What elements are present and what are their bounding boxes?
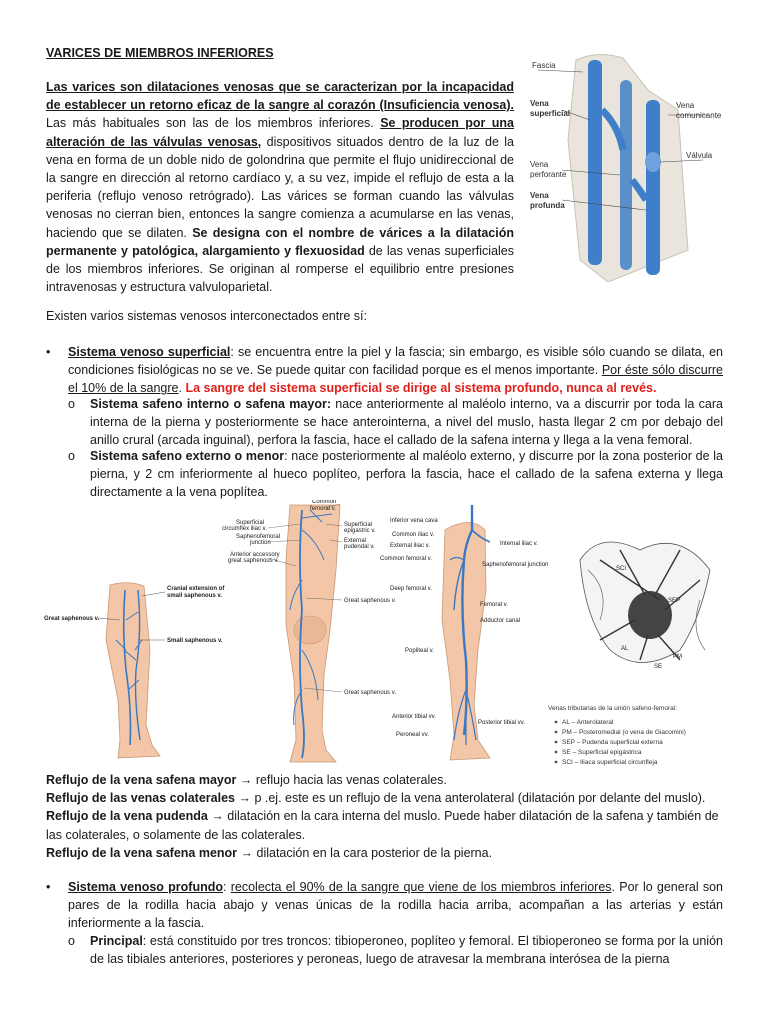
label-vena-perforante-2: perforante — [530, 170, 567, 179]
safeno-menor-name: Sistema safeno externo o menor — [90, 449, 285, 463]
label-vena-comunicante-1: Vena — [676, 101, 695, 110]
reflux-item-title: Reflujo de la vena pudenda — [46, 809, 208, 824]
leg-anterior-view — [222, 500, 396, 762]
label-vena-comunicante-2: comunicante — [676, 111, 722, 120]
label-eil: External iliac v. — [390, 543, 430, 549]
label-epv: External — [344, 538, 367, 544]
reflux-item — [46, 771, 723, 789]
profundo-text: . Por lo general son pares de la rodilla hacia abajo y venas únicas de la rodilla hacia arriba, acompañan a las arterias y están inferiormente a la fascia. — [68, 880, 723, 931]
valve-shape — [645, 152, 661, 172]
label-dfv: Deep femoral v. — [390, 586, 432, 592]
bullet-profundo — [46, 878, 723, 933]
label-cranial-extension-2: small saphenous v. — [167, 593, 222, 599]
intro-paragraph — [46, 78, 514, 296]
label-adductor: Adductor canal — [480, 618, 521, 624]
label-sev: Superficial — [344, 522, 373, 528]
reflux-item — [46, 844, 723, 862]
junction-vein-shape — [628, 591, 672, 639]
label-sfj: Saphenofemoral — [236, 534, 281, 540]
label-junction-se: SE — [654, 664, 663, 670]
arrow-icon: → — [238, 791, 251, 806]
label-sfj-deep: Saphenofemoral junction — [482, 562, 549, 568]
label-iil: Internal iliac v. — [500, 541, 538, 547]
arrow-icon: → — [240, 845, 254, 860]
label-sci-v: Superficial — [236, 520, 265, 526]
reflux-item-text: dilatación en la cara interna del muslo. Puede haber dilatación de la safena y también de las colaterales, o solamente de las colaterales. — [46, 809, 719, 842]
principal-name: Principal — [90, 934, 143, 948]
superficial-period: . — [178, 381, 186, 396]
label-great-saphenous: Great saphenous v. — [44, 616, 100, 622]
profundo-colon: : — [223, 880, 231, 894]
label-ivc: Inferior vena cava — [390, 518, 438, 524]
label-aasv: Anterior accessory — [230, 552, 280, 558]
perforating-vein-shape — [620, 80, 632, 270]
label-junction-pm: PM — [673, 654, 682, 660]
systems-lead-text: Existen varios sistemas venosos interconectados entre sí: — [46, 309, 367, 323]
label-pev: Peroneal vv. — [396, 732, 429, 738]
reflux-item — [46, 807, 723, 843]
superficial-percentage: Por éste sólo discurre el 10% de la sangre — [68, 363, 724, 396]
label-sci-v-2: circumflex iliac v. — [222, 526, 267, 532]
intro-cause: Se producen por una alteración de las válvulas venosas, — [46, 116, 514, 149]
arrow-icon: → — [239, 773, 253, 787]
sub-principal — [68, 932, 723, 968]
label-cfv-deep: Common femoral v. — [380, 556, 432, 562]
junction-legend-item: SE – Superficial epigástrica — [562, 749, 642, 756]
bullet-symbol: • — [46, 880, 51, 894]
label-sfj-2: junction — [250, 540, 271, 546]
label-gsv-lower: Great saphenous v. — [344, 690, 396, 696]
reflux-item-text: p .ej. este es un reflujo de la vena anterolateral (dilatación por delante del muslo). — [250, 791, 706, 806]
saphenofemoral-junction-sketch — [548, 542, 710, 766]
label-vena-superficial-1: Vena — [530, 99, 549, 108]
bullet-superficial — [46, 343, 723, 398]
bullet-symbol: • — [46, 345, 51, 359]
reflux-item-title: Reflujo de la vena safena menor — [46, 845, 238, 860]
label-cranial-extension: Cranial extension of — [167, 586, 225, 592]
reflux-item-text: reflujo hacia las venas colaterales. — [252, 773, 447, 787]
intro-text-3: de las venas superficiales de los miembros inferiores. Se originan al romperse el equilibrio entre presiones intravenosas y estructura valvuloparietal. — [46, 243, 514, 295]
profundo-system-name: Sistema venoso profundo — [68, 880, 224, 894]
sub-safeno-menor — [68, 447, 723, 502]
label-popliteal: Popliteal v. — [405, 648, 434, 654]
label-vena-profunda-1: Vena — [530, 191, 549, 200]
reflux-item — [46, 789, 723, 807]
leg-deep-veins-view — [380, 505, 548, 760]
junction-legend-item: PM – Posteromedial (o vena de Giacomini) — [562, 729, 686, 736]
label-fv: Femoral v. — [480, 602, 508, 608]
label-gsv-upper: Great saphenous v. — [344, 598, 396, 604]
venous-anatomy-figure-row — [40, 500, 730, 768]
label-vena-profunda-2: profunda — [530, 201, 565, 210]
leg-posterior-view — [44, 583, 225, 758]
reflux-item-title: Reflujo de las venas colaterales — [46, 791, 235, 806]
reflux-list — [46, 771, 723, 862]
reflux-item-title: Reflujo de la vena safena mayor — [46, 773, 237, 787]
safeno-mayor-text: nace anteriormente al maléolo interno, va a discurrir por toda la cara interna de la pierna y posteriormente se hace anterointerna, a nivel del muslo, hasta llegar 2 cm por debajo del anillo crural (arcada inguinal), perfora la fascia, hace el callado de la safena interna y llega a la vena femoral. — [90, 397, 723, 448]
sub-safeno-mayor — [68, 395, 723, 450]
label-aasv-2: great saphenous v. — [228, 558, 279, 564]
sub-bullet-symbol: o — [68, 397, 75, 411]
label-valvula: Válvula — [686, 151, 713, 160]
principal-text: : está constituido por tres troncos: tibioperoneo, poplíteo y femoral. El tibioperoneo se forma por la unión de las tibiales anteriores, posteriores y peroneas, luego de atravesar la membrana interósea de la pierna — [90, 934, 723, 967]
junction-legend-title: Venas tributarias de la unión safeno-femoral: — [548, 705, 677, 712]
intro-designation: Se designa con el nombre de várices a la dilatación permanente y patológica, alargamiento y flexuosidad — [46, 225, 515, 258]
label-cfv-2: femoral v. — [310, 506, 336, 512]
label-ptv: Posterior tibial vv. — [478, 720, 525, 726]
label-junction-sci: SCI — [616, 566, 627, 572]
superficial-vein-shape — [588, 60, 602, 265]
junction-legend-item: AL – Anterolateral — [562, 719, 614, 726]
junction-legend-item: SEP – Pudenda superficial externa — [562, 739, 663, 746]
sub-bullet-symbol: o — [68, 934, 75, 948]
safeno-mayor-name: Sistema safeno interno o safena mayor: — [90, 397, 331, 411]
deep-vein-shape — [646, 100, 660, 275]
intro-text-1: Las más habituales son las de los miembros inferiores. — [46, 116, 381, 131]
profundo-percentage: recolecta el 90% de la sangre que viene de los miembros inferiores — [230, 880, 612, 894]
label-vena-superficial-2: superficial — [530, 109, 571, 118]
reflux-item-text: dilatación en la cara posterior de la pierna. — [253, 845, 493, 860]
label-vena-perforante-1: Vena — [530, 160, 549, 169]
superficial-system-text: : se encuentra entre la piel y la fascia; sin embargo, es visible sólo cuando se dilata, en condiciones fisiológicas no se ve. Se puede quitar con facilidad porque es el menos importante. — [68, 345, 723, 378]
arrow-icon: → — [211, 809, 224, 824]
sub-bullet-symbol: o — [68, 449, 75, 463]
superficial-system-name: Sistema venoso superficial — [68, 345, 231, 359]
label-cfv: Common — [312, 500, 337, 505]
label-small-saphenous: Small saphenous v. — [167, 638, 223, 644]
label-sev-2: epigastric v. — [344, 528, 376, 534]
junction-legend-item: SCI – Iliaca superficial circunfleja — [562, 759, 658, 766]
label-junction-sep: SEP — [668, 598, 681, 604]
vein-anatomy-figure — [528, 50, 728, 282]
label-atv: Anterior tibial vv. — [392, 714, 436, 720]
label-fascia: Fascia — [532, 61, 556, 70]
document-title: VARICES DE MIEMBROS INFERIORES — [46, 46, 274, 60]
label-cil: Common iliac v. — [392, 532, 435, 538]
intro-text-2: dispositivos situados dentro de la luz de la vena en forma de un doble nido de golondrina que permite el flujo unidireccional de la sangre en dirección al retorno cardíaco y, a su vez, impide el reflujo de esta a la periferia (reflujo venoso retrógrado). Las várices se forman cuando las válvulas venosas no cierran bien, entonces la sangre comienza a acumularse en las venas, haciendo que se dilaten. — [46, 134, 514, 240]
safeno-menor-text: : nace posteriormente al maléolo externo, y discurre por la zona posterior de la pierna, y 2 cm inferiormente al hueco poplíteo, perfora la fascia, hace el callado de la safena externa y llega directamente a la vena poplítea. — [90, 449, 723, 500]
superficial-red-note: La sangre del sistema superficial se dirige al sistema profundo, nunca al revés. — [185, 381, 657, 396]
label-junction-al: AL — [621, 646, 629, 652]
label-epv-2: pudendal v. — [344, 544, 375, 550]
intro-definition: Las varices son dilataciones venosas que se caracterizan por la incapacidad de establecer un retorno eficaz de la sangre al corazón (Insuficiencia venosa). — [46, 80, 514, 113]
